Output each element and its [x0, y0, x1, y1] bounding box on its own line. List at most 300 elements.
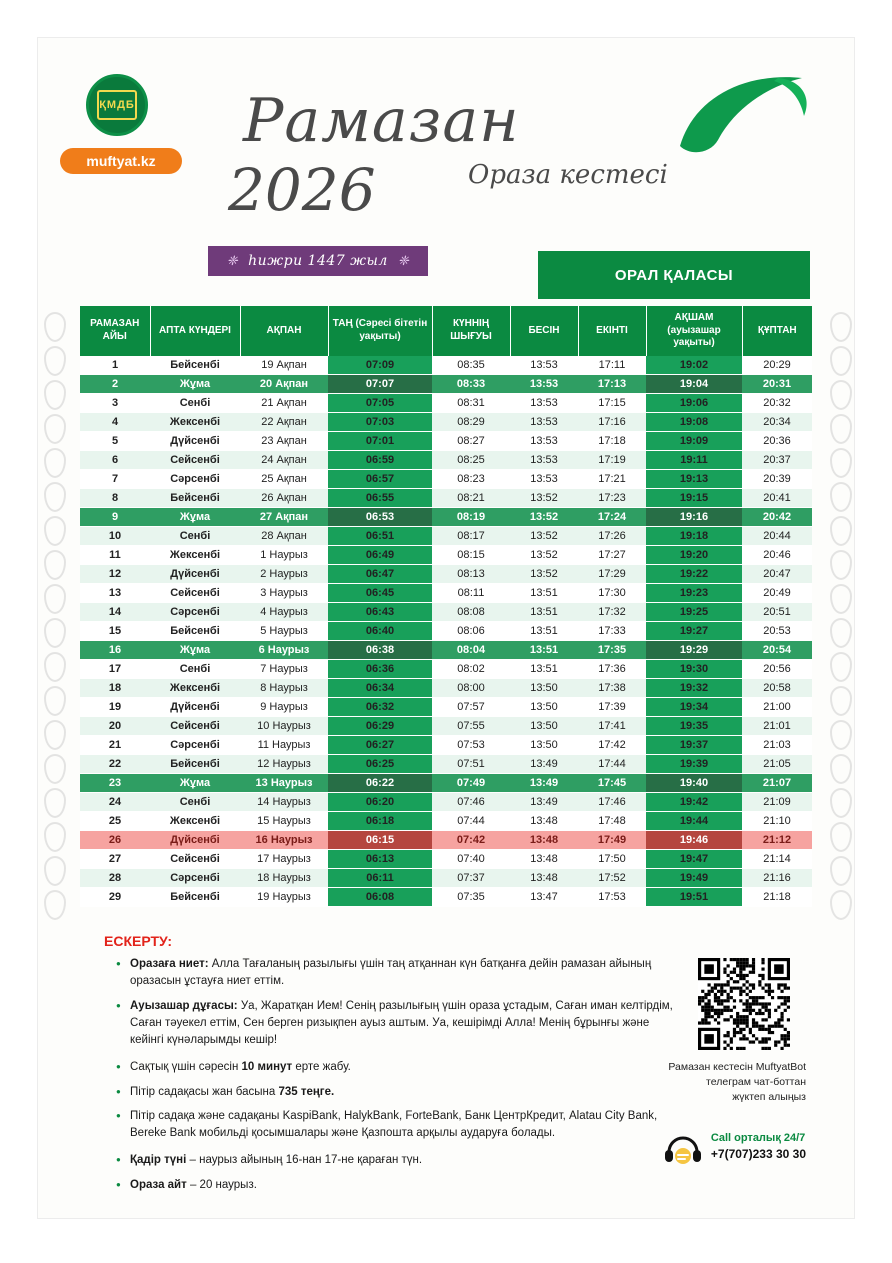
col-maghrib: АҚШАМ (ауызашар уақыты) [646, 306, 742, 356]
asr-time: 17:33 [578, 621, 646, 640]
sunrise-time: 08:15 [432, 545, 510, 564]
sunrise-time: 08:21 [432, 488, 510, 507]
fajr-time: 06:49 [328, 545, 432, 564]
ornament-cell [826, 546, 852, 580]
asr-time: 17:24 [578, 507, 646, 526]
day-number: 21 [80, 735, 150, 754]
maghrib-time: 19:47 [646, 849, 742, 868]
isha-time: 20:51 [742, 602, 812, 621]
zuhr-time: 13:47 [510, 887, 578, 906]
asr-time: 17:15 [578, 393, 646, 412]
weekday: Дүйсенбі [150, 830, 240, 849]
asr-time: 17:41 [578, 716, 646, 735]
weekday: Сейсенбі [150, 849, 240, 868]
weekday: Жұма [150, 374, 240, 393]
weekday: Дүйсенбі [150, 564, 240, 583]
maghrib-time: 19:37 [646, 735, 742, 754]
ornament-cell [826, 478, 852, 512]
fajr-time: 06:53 [328, 507, 432, 526]
weekday: Дүйсенбі [150, 431, 240, 450]
day-number: 2 [80, 374, 150, 393]
asr-time: 17:38 [578, 678, 646, 697]
table-row [80, 526, 812, 545]
zuhr-time: 13:53 [510, 374, 578, 393]
isha-time: 20:32 [742, 393, 812, 412]
asr-time: 17:52 [578, 868, 646, 887]
ornament-cell [826, 444, 852, 478]
fajr-time: 06:20 [328, 792, 432, 811]
ornament-cell [826, 784, 852, 818]
city-header: ОРАЛ ҚАЛАСЫ [538, 251, 810, 299]
maghrib-time: 19:15 [646, 488, 742, 507]
zuhr-time: 13:53 [510, 356, 578, 375]
asr-time: 17:48 [578, 811, 646, 830]
table-row [80, 545, 812, 564]
day-number: 16 [80, 640, 150, 659]
maghrib-time: 19:25 [646, 602, 742, 621]
weekday: Сейсенбі [150, 716, 240, 735]
gregorian-date: 12 Наурыз [240, 754, 328, 773]
zuhr-time: 13:49 [510, 792, 578, 811]
table-row [80, 811, 812, 830]
isha-time: 20:41 [742, 488, 812, 507]
maghrib-time: 19:18 [646, 526, 742, 545]
sunrise-time: 07:55 [432, 716, 510, 735]
asr-time: 17:13 [578, 374, 646, 393]
fajr-time: 07:03 [328, 412, 432, 431]
zuhr-time: 13:51 [510, 602, 578, 621]
ornament-cell [826, 614, 852, 648]
weekday: Жұма [150, 773, 240, 792]
asr-time: 17:29 [578, 564, 646, 583]
maghrib-time: 19:40 [646, 773, 742, 792]
weekday: Жексенбі [150, 678, 240, 697]
sunrise-time: 08:13 [432, 564, 510, 583]
sunrise-time: 08:33 [432, 374, 510, 393]
table-row [80, 374, 812, 393]
weekday: Бейсенбі [150, 754, 240, 773]
ornament-cell [40, 852, 66, 886]
fajr-time: 06:18 [328, 811, 432, 830]
sunrise-time: 07:49 [432, 773, 510, 792]
gregorian-date: 21 Ақпан [240, 393, 328, 412]
isha-time: 21:01 [742, 716, 812, 735]
zuhr-time: 13:53 [510, 450, 578, 469]
zuhr-time: 13:52 [510, 488, 578, 507]
fajr-time: 06:32 [328, 697, 432, 716]
day-number: 26 [80, 830, 150, 849]
isha-time: 21:07 [742, 773, 812, 792]
zuhr-time: 13:48 [510, 868, 578, 887]
gregorian-date: 7 Наурыз [240, 659, 328, 678]
zuhr-time: 13:51 [510, 640, 578, 659]
col-fajr: ТАҢ (Сәресі бітетін уақыты) [328, 306, 432, 356]
maghrib-time: 19:09 [646, 431, 742, 450]
day-number: 8 [80, 488, 150, 507]
isha-time: 20:49 [742, 583, 812, 602]
zuhr-time: 13:52 [510, 545, 578, 564]
maghrib-time: 19:08 [646, 412, 742, 431]
asr-time: 17:45 [578, 773, 646, 792]
gregorian-date: 25 Ақпан [240, 469, 328, 488]
sunrise-time: 07:57 [432, 697, 510, 716]
gregorian-date: 17 Наурыз [240, 849, 328, 868]
day-number: 29 [80, 887, 150, 906]
fajr-time: 07:05 [328, 393, 432, 412]
fajr-time: 06:15 [328, 830, 432, 849]
sunrise-time: 08:27 [432, 431, 510, 450]
sunrise-time: 07:42 [432, 830, 510, 849]
notes-title: ЕСКЕРТУ: [104, 933, 173, 949]
day-number: 3 [80, 393, 150, 412]
isha-time: 20:29 [742, 356, 812, 375]
isha-time: 20:42 [742, 507, 812, 526]
maghrib-time: 19:11 [646, 450, 742, 469]
sunrise-time: 08:17 [432, 526, 510, 545]
gregorian-date: 4 Наурыз [240, 602, 328, 621]
day-number: 22 [80, 754, 150, 773]
isha-time: 20:39 [742, 469, 812, 488]
sunrise-time: 08:23 [432, 469, 510, 488]
zuhr-time: 13:48 [510, 830, 578, 849]
sunrise-time: 08:00 [432, 678, 510, 697]
weekday: Бейсенбі [150, 621, 240, 640]
gregorian-date: 19 Ақпан [240, 356, 328, 375]
fajr-time: 07:01 [328, 431, 432, 450]
isha-time: 20:31 [742, 374, 812, 393]
ornament-cell [826, 648, 852, 682]
subtitle: Ораза кестесі [468, 160, 668, 190]
col-ramadan-day: РАМАЗАН АЙЫ [80, 306, 150, 356]
sunrise-time: 07:51 [432, 754, 510, 773]
day-number: 28 [80, 868, 150, 887]
zuhr-time: 13:53 [510, 469, 578, 488]
weekday: Жұма [150, 507, 240, 526]
gregorian-date: 16 Наурыз [240, 830, 328, 849]
gregorian-date: 14 Наурыз [240, 792, 328, 811]
gregorian-date: 15 Наурыз [240, 811, 328, 830]
fajr-time: 06:38 [328, 640, 432, 659]
call-center-phone[interactable]: +7(707)233 30 30 [710, 1147, 806, 1162]
zuhr-time: 13:53 [510, 412, 578, 431]
weekday: Жексенбі [150, 412, 240, 431]
ornament-cell [826, 410, 852, 444]
sunrise-time: 08:02 [432, 659, 510, 678]
zuhr-time: 13:52 [510, 564, 578, 583]
gregorian-date: 6 Наурыз [240, 640, 328, 659]
maghrib-time: 19:51 [646, 887, 742, 906]
note-item: ● Сақтық үшін сәресін 10 минут ерте жабу. [116, 1059, 676, 1076]
fajr-time: 06:34 [328, 678, 432, 697]
weekday: Сейсенбі [150, 583, 240, 602]
gregorian-date: 3 Наурыз [240, 583, 328, 602]
ornament-left [40, 308, 66, 918]
maghrib-time: 19:46 [646, 830, 742, 849]
ornament-cell [40, 478, 66, 512]
day-number: 6 [80, 450, 150, 469]
day-number: 23 [80, 773, 150, 792]
isha-time: 21:14 [742, 849, 812, 868]
day-number: 13 [80, 583, 150, 602]
isha-time: 21:10 [742, 811, 812, 830]
asr-time: 17:26 [578, 526, 646, 545]
gregorian-date: 28 Ақпан [240, 526, 328, 545]
day-number: 24 [80, 792, 150, 811]
gregorian-date: 22 Ақпан [240, 412, 328, 431]
page-title: Рамазан [243, 86, 520, 156]
day-number: 7 [80, 469, 150, 488]
ornament-cell [826, 818, 852, 852]
gregorian-date: 13 Наурыз [240, 773, 328, 792]
table-row [80, 469, 812, 488]
fajr-time: 06:55 [328, 488, 432, 507]
gregorian-date: 27 Ақпан [240, 507, 328, 526]
fajr-time: 06:08 [328, 887, 432, 906]
col-zuhr: БЕСІН [510, 306, 578, 356]
table-row [80, 583, 812, 602]
table-row [80, 868, 812, 887]
ornament-cell [826, 750, 852, 784]
call-center-text [711, 1131, 806, 1162]
sunrise-time: 08:06 [432, 621, 510, 640]
support-headset-icon [663, 1128, 703, 1166]
table-row [80, 356, 812, 375]
sunrise-time: 08:04 [432, 640, 510, 659]
sunrise-time: 08:31 [432, 393, 510, 412]
ornament-cell [40, 750, 66, 784]
weekday: Бейсенбі [150, 356, 240, 375]
isha-time: 21:18 [742, 887, 812, 906]
table-row [80, 488, 812, 507]
sunrise-time: 07:53 [432, 735, 510, 754]
table-row [80, 773, 812, 792]
asr-time: 17:18 [578, 431, 646, 450]
asr-time: 17:46 [578, 792, 646, 811]
asr-time: 17:19 [578, 450, 646, 469]
qr-caption-line1: Рамазан кестесін MuftyatBot [668, 1061, 806, 1073]
col-asr: ЕКІНТІ [578, 306, 646, 356]
asr-time: 17:21 [578, 469, 646, 488]
fajr-time: 06:59 [328, 450, 432, 469]
table-row [80, 507, 812, 526]
note-item: ● Ораза айт – 20 наурыз. [116, 1177, 676, 1194]
fajr-time: 06:25 [328, 754, 432, 773]
zuhr-time: 13:53 [510, 431, 578, 450]
ornament-cell [826, 512, 852, 546]
fajr-time: 06:27 [328, 735, 432, 754]
zuhr-time: 13:53 [510, 393, 578, 412]
ornament-cell [40, 818, 66, 852]
zuhr-time: 13:48 [510, 811, 578, 830]
sunrise-time: 07:37 [432, 868, 510, 887]
hijri-ribbon: ❈ һижри 1447 жыл ❈ [208, 246, 428, 276]
maghrib-time: 19:30 [646, 659, 742, 678]
zuhr-time: 13:49 [510, 754, 578, 773]
ornament-cell [40, 784, 66, 818]
zuhr-time: 13:50 [510, 735, 578, 754]
table-row [80, 697, 812, 716]
sunrise-time: 08:11 [432, 583, 510, 602]
day-number: 15 [80, 621, 150, 640]
table-row [80, 450, 812, 469]
table-row [80, 849, 812, 868]
table-header-row [80, 306, 812, 356]
isha-time: 21:09 [742, 792, 812, 811]
gregorian-date: 23 Ақпан [240, 431, 328, 450]
weekday: Сәрсенбі [150, 602, 240, 621]
zuhr-time: 13:52 [510, 526, 578, 545]
zuhr-time: 13:52 [510, 507, 578, 526]
ornament-cell [40, 648, 66, 682]
ornament-cell [826, 308, 852, 342]
fajr-time: 06:57 [328, 469, 432, 488]
sunrise-time: 08:08 [432, 602, 510, 621]
asr-time: 17:23 [578, 488, 646, 507]
asr-time: 17:53 [578, 887, 646, 906]
note-item: ● Оразаға ниет: Алла Тағаланың разылығы үшін таң атқаннан күн батқанға дейін рамазан айының оразасын ұстауға ниет еттім. [116, 956, 676, 991]
weekday: Дүйсенбі [150, 697, 240, 716]
maghrib-time: 19:06 [646, 393, 742, 412]
ornament-cell [826, 886, 852, 920]
table-row [80, 621, 812, 640]
asr-time: 17:50 [578, 849, 646, 868]
zuhr-time: 13:49 [510, 773, 578, 792]
sunrise-time: 08:29 [432, 412, 510, 431]
day-number: 17 [80, 659, 150, 678]
table-row [80, 602, 812, 621]
table-row [80, 431, 812, 450]
weekday: Жексенбі [150, 545, 240, 564]
isha-time: 20:37 [742, 450, 812, 469]
isha-time: 20:54 [742, 640, 812, 659]
day-number: 5 [80, 431, 150, 450]
isha-time: 20:36 [742, 431, 812, 450]
maghrib-time: 19:49 [646, 868, 742, 887]
asr-time: 17:36 [578, 659, 646, 678]
isha-time: 21:16 [742, 868, 812, 887]
isha-time: 20:56 [742, 659, 812, 678]
col-weekday: АПТА КҮНДЕРІ [150, 306, 240, 356]
maghrib-time: 19:27 [646, 621, 742, 640]
ornament-cell [40, 444, 66, 478]
fajr-time: 06:11 [328, 868, 432, 887]
sunrise-time: 08:25 [432, 450, 510, 469]
table-row [80, 716, 812, 735]
isha-time: 20:46 [742, 545, 812, 564]
gregorian-date: 26 Ақпан [240, 488, 328, 507]
maghrib-time: 19:42 [646, 792, 742, 811]
ornament-cell [40, 886, 66, 920]
ornament-cell [40, 682, 66, 716]
table-row [80, 735, 812, 754]
weekday: Сәрсенбі [150, 868, 240, 887]
ornament-cell [826, 716, 852, 750]
isha-time: 20:47 [742, 564, 812, 583]
qr-caption [596, 1060, 806, 1106]
gregorian-date: 9 Наурыз [240, 697, 328, 716]
isha-time: 20:58 [742, 678, 812, 697]
maghrib-time: 19:29 [646, 640, 742, 659]
table-row [80, 564, 812, 583]
zuhr-time: 13:50 [510, 697, 578, 716]
day-number: 27 [80, 849, 150, 868]
table-row [80, 412, 812, 431]
site-badge: muftyat.kz [60, 148, 182, 174]
day-number: 9 [80, 507, 150, 526]
ornament-cell [826, 682, 852, 716]
maghrib-time: 19:04 [646, 374, 742, 393]
table-row [80, 830, 812, 849]
ornament-cell [40, 512, 66, 546]
poster-page [38, 38, 854, 1218]
maghrib-time: 19:34 [646, 697, 742, 716]
call-center-label: Call орталық 24/7 [710, 1132, 806, 1145]
gregorian-date: 8 Наурыз [240, 678, 328, 697]
maghrib-time: 19:02 [646, 356, 742, 375]
sunrise-time: 07:46 [432, 792, 510, 811]
asr-time: 17:30 [578, 583, 646, 602]
asr-time: 17:11 [578, 356, 646, 375]
asr-time: 17:49 [578, 830, 646, 849]
ornament-cell [40, 376, 66, 410]
maghrib-time: 19:13 [646, 469, 742, 488]
day-number: 12 [80, 564, 150, 583]
weekday: Сәрсенбі [150, 469, 240, 488]
table-row [80, 640, 812, 659]
table-row [80, 393, 812, 412]
gregorian-date: 5 Наурыз [240, 621, 328, 640]
isha-time: 21:03 [742, 735, 812, 754]
day-number: 14 [80, 602, 150, 621]
day-number: 10 [80, 526, 150, 545]
zuhr-time: 13:51 [510, 659, 578, 678]
weekday: Сенбі [150, 526, 240, 545]
sunrise-time: 07:35 [432, 887, 510, 906]
zuhr-time: 13:50 [510, 716, 578, 735]
gregorian-date: 20 Ақпан [240, 374, 328, 393]
sunrise-time: 08:19 [432, 507, 510, 526]
zuhr-time: 13:51 [510, 583, 578, 602]
weekday: Жұма [150, 640, 240, 659]
fajr-time: 06:22 [328, 773, 432, 792]
ornament-cell [40, 410, 66, 444]
table-row [80, 754, 812, 773]
ornament-cell [826, 342, 852, 376]
isha-time: 21:00 [742, 697, 812, 716]
fajr-time: 06:43 [328, 602, 432, 621]
asr-time: 17:32 [578, 602, 646, 621]
gregorian-date: 1 Наурыз [240, 545, 328, 564]
day-number: 4 [80, 412, 150, 431]
zuhr-time: 13:50 [510, 678, 578, 697]
zuhr-time: 13:51 [510, 621, 578, 640]
table-row [80, 659, 812, 678]
isha-time: 20:53 [742, 621, 812, 640]
asr-time: 17:27 [578, 545, 646, 564]
ornament-cell [40, 342, 66, 376]
note-item: ● Ауызашар дұғасы: Уа, Жаратқан Ием! Сенің разылығың үшін ораза ұстадым, Саған иман келтірдім, Саған тәуекел еттім, Сен берген ризықпен ауыз аштым. Уа, кешірімді Алла! Менің бұрынғы және кейінгі күнәларымды кешір! [116, 998, 676, 1050]
table-row [80, 678, 812, 697]
day-number: 20 [80, 716, 150, 735]
ornament-cell [40, 546, 66, 580]
prayer-schedule-table [80, 306, 812, 907]
ornament-cell [40, 308, 66, 342]
maghrib-time: 19:23 [646, 583, 742, 602]
logo-monogram: ҚМДБ [97, 90, 137, 120]
col-sunrise: КҮННІҢ ШЫҒУЫ [432, 306, 510, 356]
gregorian-date: 18 Наурыз [240, 868, 328, 887]
day-number: 18 [80, 678, 150, 697]
